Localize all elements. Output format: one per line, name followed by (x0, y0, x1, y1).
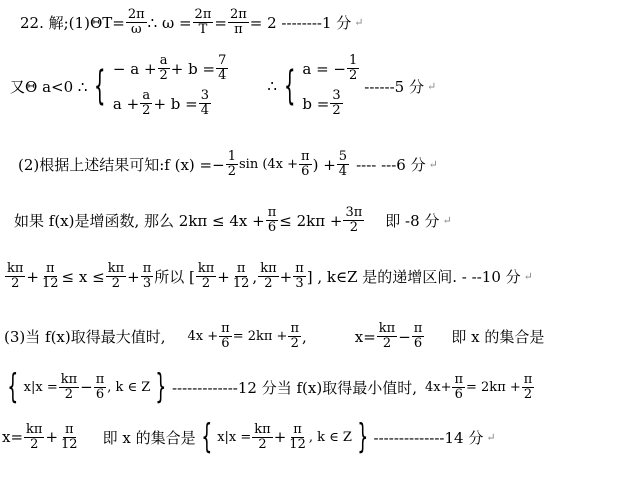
math-token: π (413, 321, 423, 336)
math-token: 3 (142, 276, 152, 291)
math-token: a (142, 88, 151, 103)
math-token: + (127, 267, 140, 286)
fraction (193, 8, 214, 37)
equation-2 (113, 89, 229, 118)
line-7 (2, 367, 535, 407)
fraction (216, 54, 228, 83)
math-token: 7 (218, 53, 227, 68)
right-brace-icon: } (155, 367, 167, 407)
math-token: a (159, 53, 168, 68)
math-token: x= (2, 428, 24, 446)
equation-system (113, 54, 229, 118)
math-token: + (279, 267, 293, 286)
math-token: kπ (197, 261, 215, 276)
math-token: 3 (332, 88, 341, 103)
fraction (40, 262, 61, 291)
math-token: + b = (170, 59, 216, 78)
solution-a (302, 54, 360, 83)
line-4 (14, 206, 452, 235)
math-token: 2π (229, 7, 247, 22)
math-token: 2 (227, 164, 236, 179)
fraction (258, 262, 278, 291)
math-token: kπ (60, 371, 78, 387)
math-token: 6 (221, 336, 230, 351)
math-token: 2 (142, 103, 151, 118)
so-text: 所以 [ (154, 268, 195, 286)
math-token: kπ (260, 261, 277, 276)
condition-text: 又Θ a<0 ∴ (10, 77, 88, 96)
math-token: π (301, 149, 310, 164)
math-token: π (234, 22, 243, 37)
math-token: 6 (95, 386, 105, 402)
problem-number: 22. 解;(1) (20, 14, 90, 32)
max-condition: (3)当 f(x)取得最大值时, (4, 328, 166, 346)
fraction (94, 373, 107, 402)
math-token: 2 (290, 336, 299, 351)
fraction (126, 8, 147, 37)
math-token: ω (130, 22, 142, 37)
math-token: 1 (227, 149, 236, 164)
fraction (330, 89, 342, 118)
math-token: π (295, 261, 304, 276)
score-text: = 2 --------1 分 (249, 14, 352, 32)
score-text: 即 -8 分 (385, 212, 440, 230)
math-token: 2 (382, 336, 392, 351)
math-token: 3 (295, 276, 304, 291)
right-brace-icon: } (357, 417, 369, 457)
math-token: 4 (200, 103, 210, 118)
line-3 (18, 150, 438, 179)
math-token: + (217, 267, 230, 286)
fraction (343, 206, 364, 235)
math-token: 4 (338, 164, 348, 179)
score-text: -------------12 分当 f(x)取得最小值时, (171, 378, 417, 397)
fraction (337, 150, 349, 179)
fraction (24, 423, 44, 452)
math-token: ≤ 2kπ + (279, 211, 343, 230)
fraction (412, 322, 425, 351)
therefore-symbol: ∴ (267, 77, 277, 95)
math-token: − (398, 327, 411, 346)
line-2 (10, 54, 436, 118)
fraction (141, 262, 154, 291)
math-token: a + (112, 94, 140, 113)
math-token: 2 (348, 68, 358, 83)
fraction (228, 8, 249, 37)
score-text: --------------14 分 (373, 428, 484, 447)
equals: = (214, 13, 227, 32)
fraction (522, 373, 535, 402)
math-token: 12 (232, 276, 250, 291)
line-6 (4, 322, 544, 351)
math-token: 4x+ (424, 379, 452, 395)
return-mark-icon: ↵ (523, 270, 533, 283)
math-token: + (45, 428, 59, 446)
math-token: 12 (289, 436, 306, 452)
math-token: kπ (378, 321, 396, 336)
math-token: b = (302, 94, 330, 113)
math-token: 2 (332, 103, 341, 118)
fraction (452, 373, 465, 402)
math-token: 2π (194, 7, 212, 22)
fraction (231, 262, 252, 291)
line-8 (2, 417, 496, 457)
math-token: 3π (345, 205, 363, 220)
set-builder: x|x = (23, 379, 58, 395)
math-token: π (221, 321, 230, 336)
fraction (199, 89, 211, 118)
math-token: 6 (454, 386, 463, 402)
fraction (299, 150, 312, 179)
math-token: 6 (301, 164, 310, 179)
math-token: + (26, 267, 39, 286)
period-label: T= (102, 13, 125, 32)
math-token: π (267, 205, 277, 220)
math-token: 12 (42, 276, 59, 291)
score-text: ] , k∈Z 是的递增区间. - --10 分 (306, 268, 521, 286)
fraction (287, 423, 308, 452)
fraction (347, 54, 359, 83)
math-token: ) + (312, 155, 336, 174)
math-token: 2 (64, 386, 74, 402)
math-token: π (293, 421, 302, 437)
math-token: − (80, 378, 93, 396)
math-token: π (95, 371, 105, 387)
return-mark-icon: ↵ (428, 158, 438, 171)
fraction (226, 150, 238, 179)
left-brace-icon: { (200, 417, 212, 457)
score-text: ------5 分 (364, 77, 424, 96)
solution-b (302, 89, 360, 118)
math-token: 2 (30, 436, 39, 452)
math-token: , k ∈ Z (308, 429, 352, 445)
fraction (293, 262, 306, 291)
math-token: a = − (302, 59, 346, 78)
math-token: 2 (349, 220, 358, 235)
fraction (5, 262, 25, 291)
math-token: = 2kπ + (232, 329, 288, 344)
equation-1 (113, 54, 229, 83)
math-token: 5 (338, 149, 348, 164)
math-token: π (454, 371, 464, 387)
math-token: 6 (413, 336, 423, 351)
math-token: π (523, 371, 533, 387)
math-token: = 2kπ + (466, 379, 521, 395)
math-token: ≤ x ≤ (61, 267, 105, 286)
return-mark-icon: ↵ (442, 214, 452, 227)
increasing-condition: 如果 f(x)是增函数, 那么 2kπ ≤ 4x + (14, 212, 265, 230)
math-token: π (290, 321, 299, 336)
fraction (266, 206, 279, 235)
solution-system (302, 54, 360, 118)
fraction (219, 322, 232, 351)
fraction (106, 262, 126, 291)
math-token: 6 (267, 220, 277, 235)
math-token: π (142, 261, 152, 276)
math-token: kπ (26, 421, 43, 437)
left-brace-icon: { (7, 367, 19, 407)
fraction (140, 89, 152, 118)
left-brace-icon: { (94, 63, 106, 109)
math-token: 2 (111, 276, 121, 291)
return-mark-icon: ↵ (354, 16, 364, 29)
fraction (377, 322, 397, 351)
math-token: π (46, 261, 55, 276)
set-label: 即 x 的集合是 (451, 328, 545, 346)
math-token: 2π (127, 7, 145, 22)
because-symbol: Θ (89, 13, 103, 32)
math-token: , (252, 267, 258, 286)
math-token: + (273, 428, 287, 446)
return-mark-icon: ↵ (486, 430, 496, 444)
math-token: π (236, 261, 246, 276)
math-token: 2 (523, 386, 533, 402)
math-token: 2 (258, 436, 267, 452)
sin-text: sin (4x + (238, 157, 299, 172)
math-token: T (198, 22, 208, 37)
math-token: x= (354, 327, 376, 346)
math-token: 4x + (187, 329, 219, 344)
math-token: π (65, 421, 74, 437)
score-text: ---- ---6 分 (356, 156, 426, 174)
math-token: , k ∈ Z (107, 379, 151, 395)
math-token: kπ (254, 421, 271, 437)
math-token: 2 (159, 68, 168, 83)
fraction (288, 322, 301, 351)
math-token: kπ (7, 261, 24, 276)
set-label: 即 x 的集合是 (102, 428, 196, 447)
fraction (196, 262, 216, 291)
math-token: 2 (11, 276, 20, 291)
set-builder: x|x = (217, 429, 252, 445)
math-token: 1 (348, 53, 358, 68)
math-token: 12 (61, 436, 78, 452)
function-text: (2)根据上述结果可知:f (x) =− (18, 156, 225, 174)
return-mark-icon: ↵ (427, 79, 437, 93)
math-token: 2 (264, 276, 273, 291)
math-token: kπ (107, 261, 125, 276)
line-1 (20, 8, 364, 37)
math-token: , (301, 327, 307, 346)
math-token: + b = (153, 94, 198, 113)
math-token: 4 (218, 68, 227, 83)
fraction (59, 373, 79, 402)
fraction (158, 54, 170, 83)
fraction (59, 423, 80, 452)
left-brace-icon: { (283, 63, 296, 109)
math-token: 3 (200, 88, 210, 103)
fraction (252, 423, 272, 452)
math-token: − a + (112, 59, 157, 78)
line-5 (4, 262, 533, 291)
math-token: 2 (201, 276, 211, 291)
therefore-text: ∴ ω = (147, 13, 192, 32)
